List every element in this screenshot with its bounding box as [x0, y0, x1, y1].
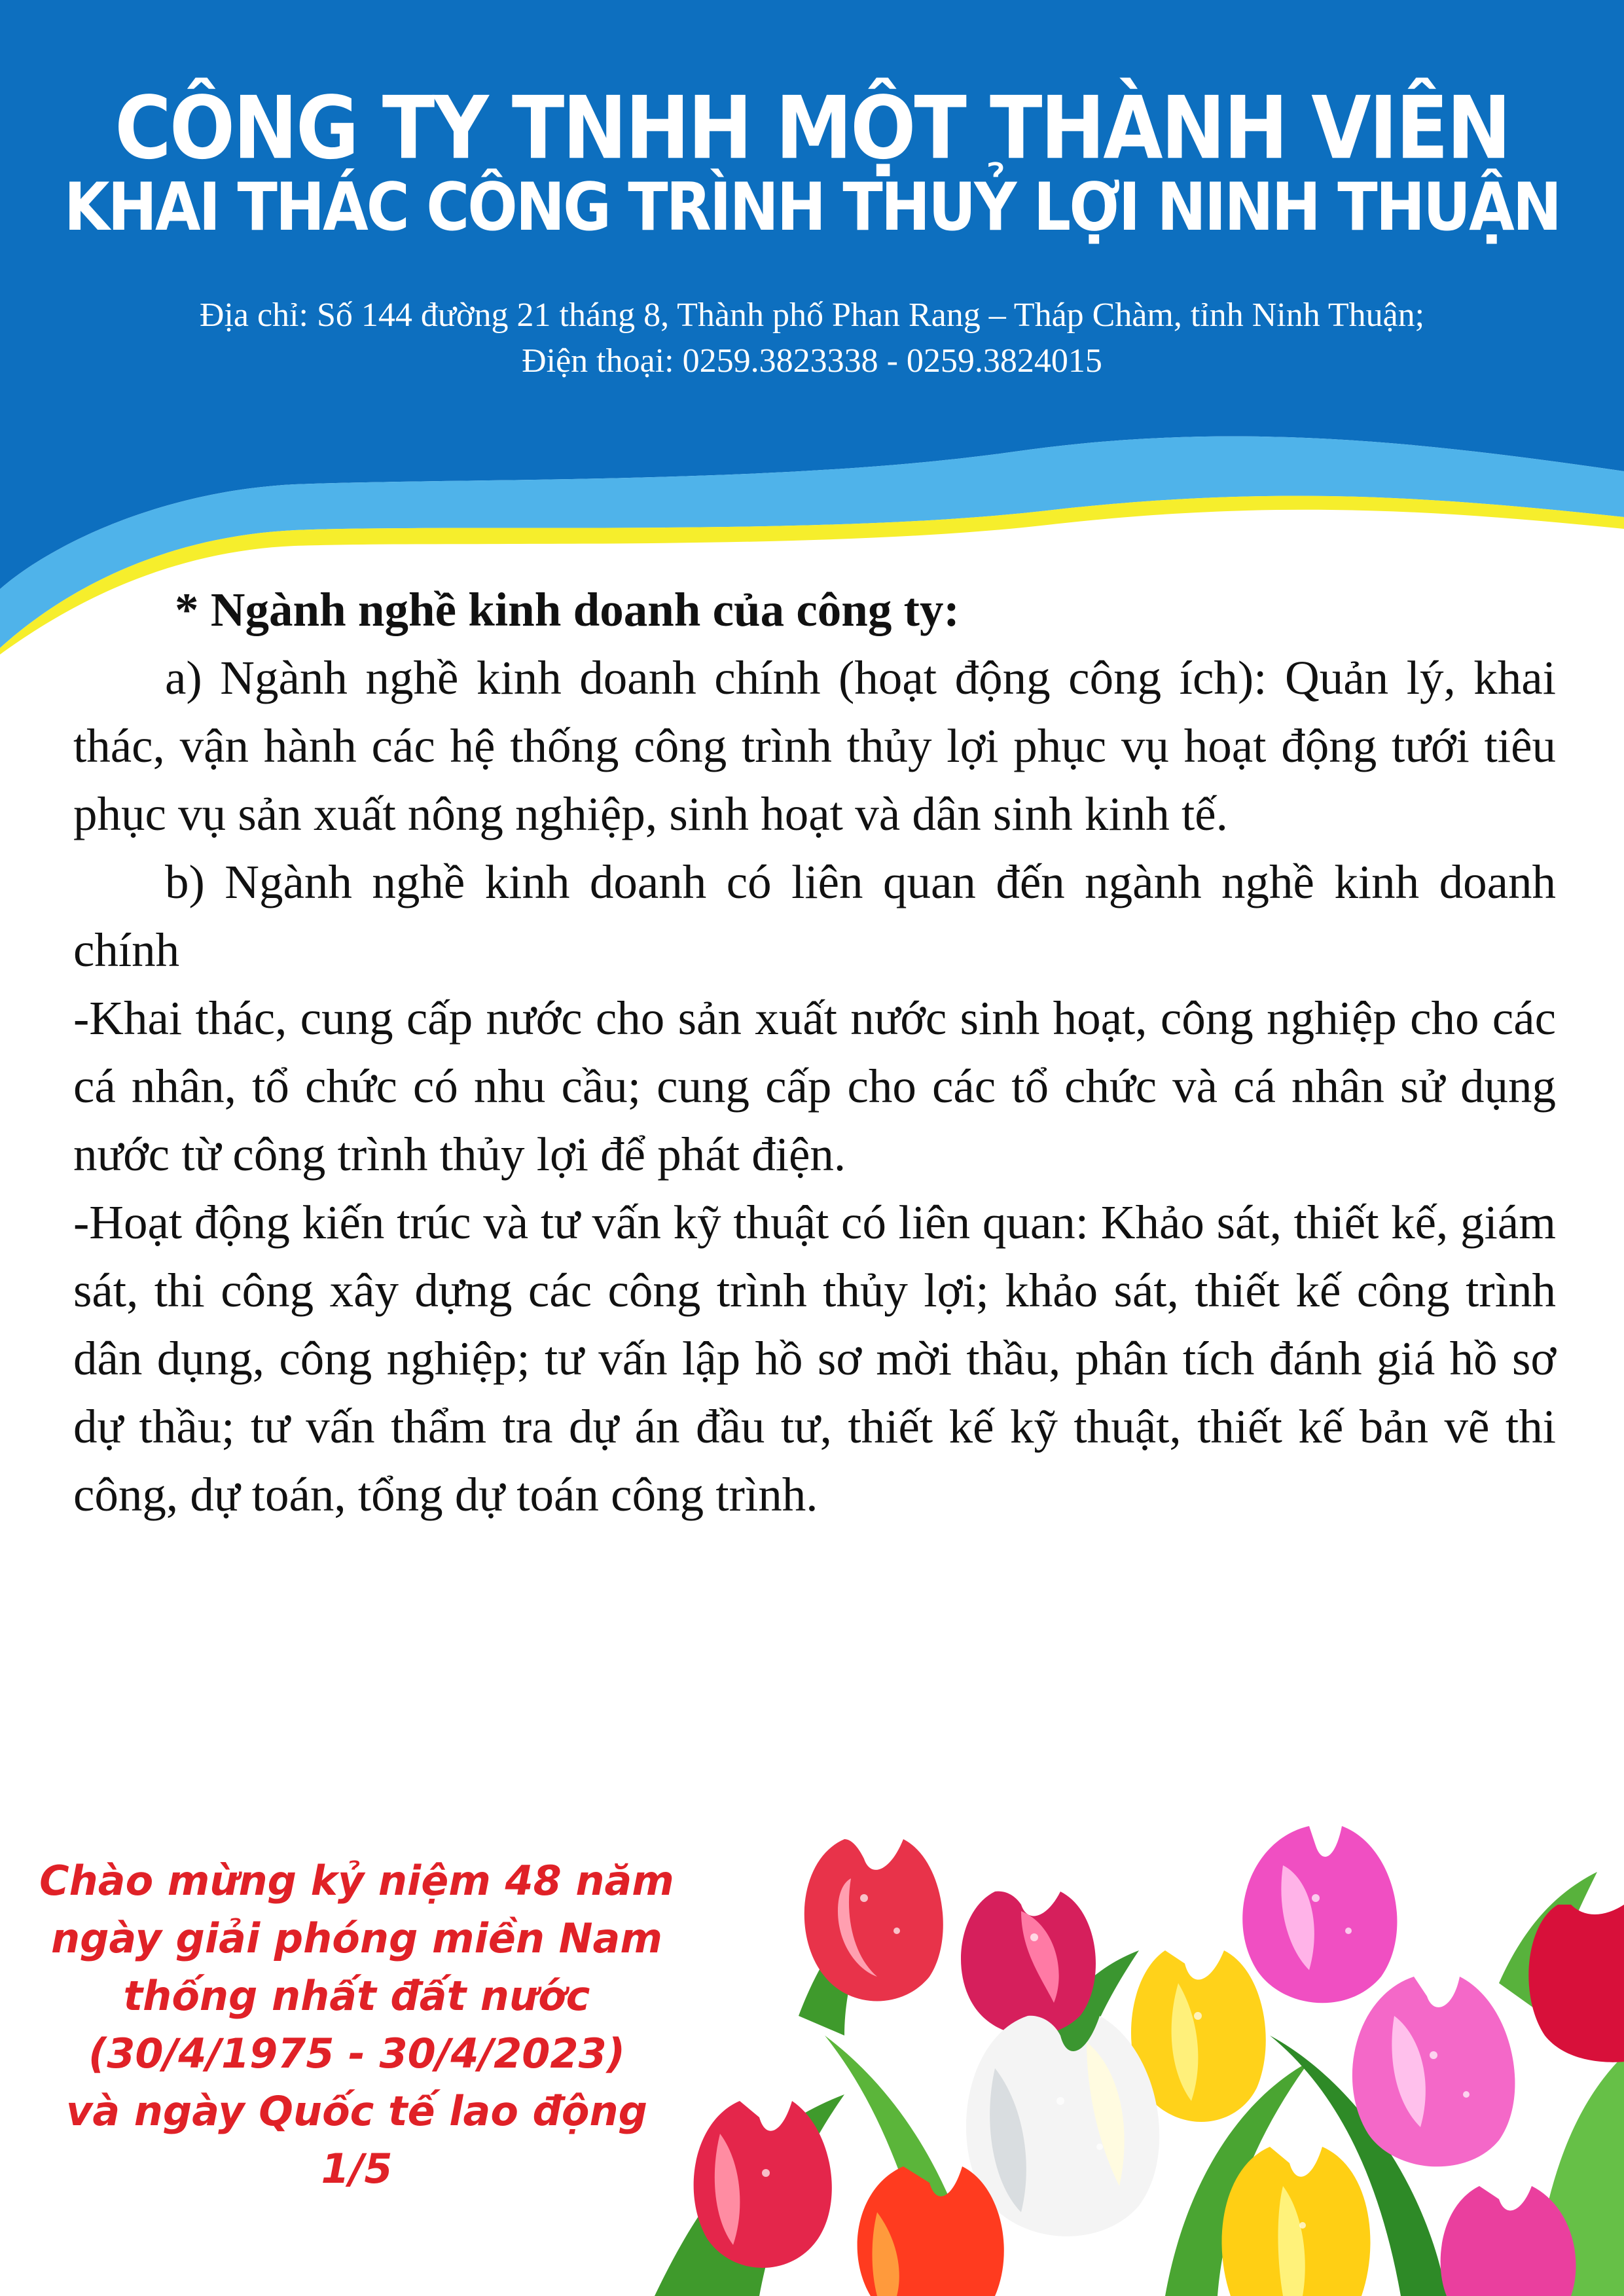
greeting-line1: Chào mừng kỷ niệm 48 năm — [39, 1857, 674, 1905]
company-address: Địa chỉ: Số 144 đường 21 tháng 8, Thành phố Phan Rang – Tháp Chàm, tỉnh Ninh Thuận; — [199, 296, 1425, 334]
company-phone: Điện thoại: 0259.3823338 - 0259.3824015 — [522, 342, 1102, 380]
tulip-red-pink-left — [804, 1839, 943, 2001]
tulip-pink-center — [961, 1892, 1096, 2036]
company-title-line2: KHAI THÁC CÔNG TRÌNH THUỶ LỢI NINH THUẬN — [63, 169, 1561, 246]
tulip-magenta-top — [1242, 1826, 1397, 2003]
tulip-pink-right — [1352, 1977, 1515, 2166]
paragraph-a: a) Ngành nghề kinh doanh chính (hoạt động công ích): Quản lý, khai thác, vận hành các hệ thống công trình thủy lợi phục vụ hoạt động tưới tiêu phục vụ sản xuất nông nghiệp, sinh hoạt và dân sinh kinh tế. — [73, 651, 1556, 840]
greeting-line5: và ngày Quốc tế lao động 1/5 — [65, 2087, 648, 2193]
tulip-yellow-bottom-right — [1222, 2147, 1371, 2296]
greeting-line2: ngày giải phóng miền Nam — [51, 1914, 662, 1962]
tulip-red-bottom-left — [694, 2101, 832, 2268]
tulip-white — [966, 2016, 1159, 2236]
list-item-water-supply: -Khai thác, cung cấp nước cho sản xuất nước sinh hoạt, công nghiệp cho các cá nhân, tổ chức có nhu cầu; cung cấp cho các tổ chức và cá nhân sử dụng nước từ công trình thủy lợi để phát điện. — [73, 992, 1556, 1181]
celebration-greeting — [26, 1852, 687, 2198]
section-heading: * Ngành nghề kinh doanh của công ty: — [175, 583, 960, 636]
business-lines-section — [73, 576, 1556, 1529]
tulip-bouquet-image — [628, 1820, 1624, 2296]
greeting-line3: thống nhất đất nước — [123, 1972, 590, 2020]
tulip-red-right-edge — [1528, 1905, 1624, 2062]
greeting-line4: (30/4/1975 - 30/4/2023) — [88, 2030, 626, 2077]
paragraph-b: b) Ngành nghề kinh doanh có liên quan đến ngành nghề kinh doanh chính — [73, 855, 1556, 977]
company-title-line1: CÔNG TY TNHH MỘT THÀNH VIÊN — [115, 77, 1509, 179]
list-item-consulting: -Hoạt động kiến trúc và tư vấn kỹ thuật có liên quan: Khảo sát, thiết kế, giám sát, thi công xây dựng các công trình thủy lợi; khảo sát, thiết kế công trình dân dụng, công nghiệp; tư vấn lập hồ sơ mời thầu, phân tích đánh giá hồ sơ dự thầu; tư vấn thẩm tra dự án đầu tư, thiết kế kỹ thuật, thiết kế bản vẽ thi công, dự toán, tổng dự toán công trình. — [73, 1196, 1556, 1521]
